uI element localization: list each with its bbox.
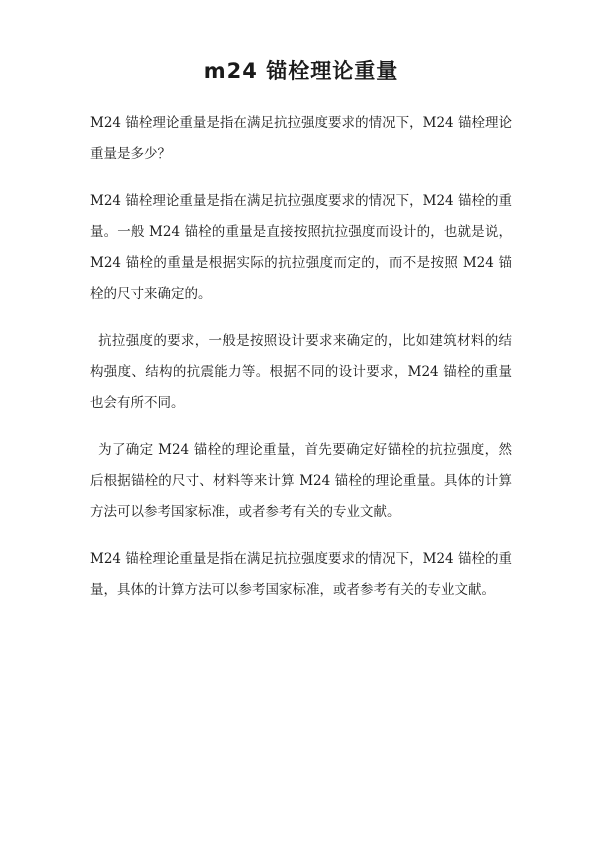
document-title: m24 锚栓理论重量 <box>203 59 399 83</box>
paragraph-3: 抗拉强度的要求，一般是按照设计要求来确定的，比如建筑材料的结构强度、结构的抗震能力等。根据不同的设计要求，M24 锚栓的重量也会有所不同。 <box>90 333 512 411</box>
paragraph-5: M24 锚栓理论重量是指在满足抗拉强度要求的情况下，M24 锚栓的重量，具体的计算方法可以参考国家标准，或者参考有关的专业文献。 <box>90 551 512 598</box>
paragraph-4: 为了确定 M24 锚栓的理论重量，首先要确定好锚栓的抗拉强度，然后根据锚栓的尺寸、材料等来计算 M24 锚栓的理论重量。具体的计算方法可以参考国家标准，或者参考有关的专业文献。 <box>90 442 512 520</box>
paragraph-2: M24 锚栓理论重量是指在满足抗拉强度要求的情况下，M24 锚栓的重量。一般 M24 锚栓的重量是直接按照抗拉强度而设计的，也就是说，M24 锚栓的重量是根据实际的抗拉强度而定的，而不是按照 M24 锚栓的尺寸来确定的。 <box>90 193 512 302</box>
paragraph-1: M24 锚栓理论重量是指在满足抗拉强度要求的情况下，M24 锚栓理论重量是多少？ <box>90 115 512 162</box>
